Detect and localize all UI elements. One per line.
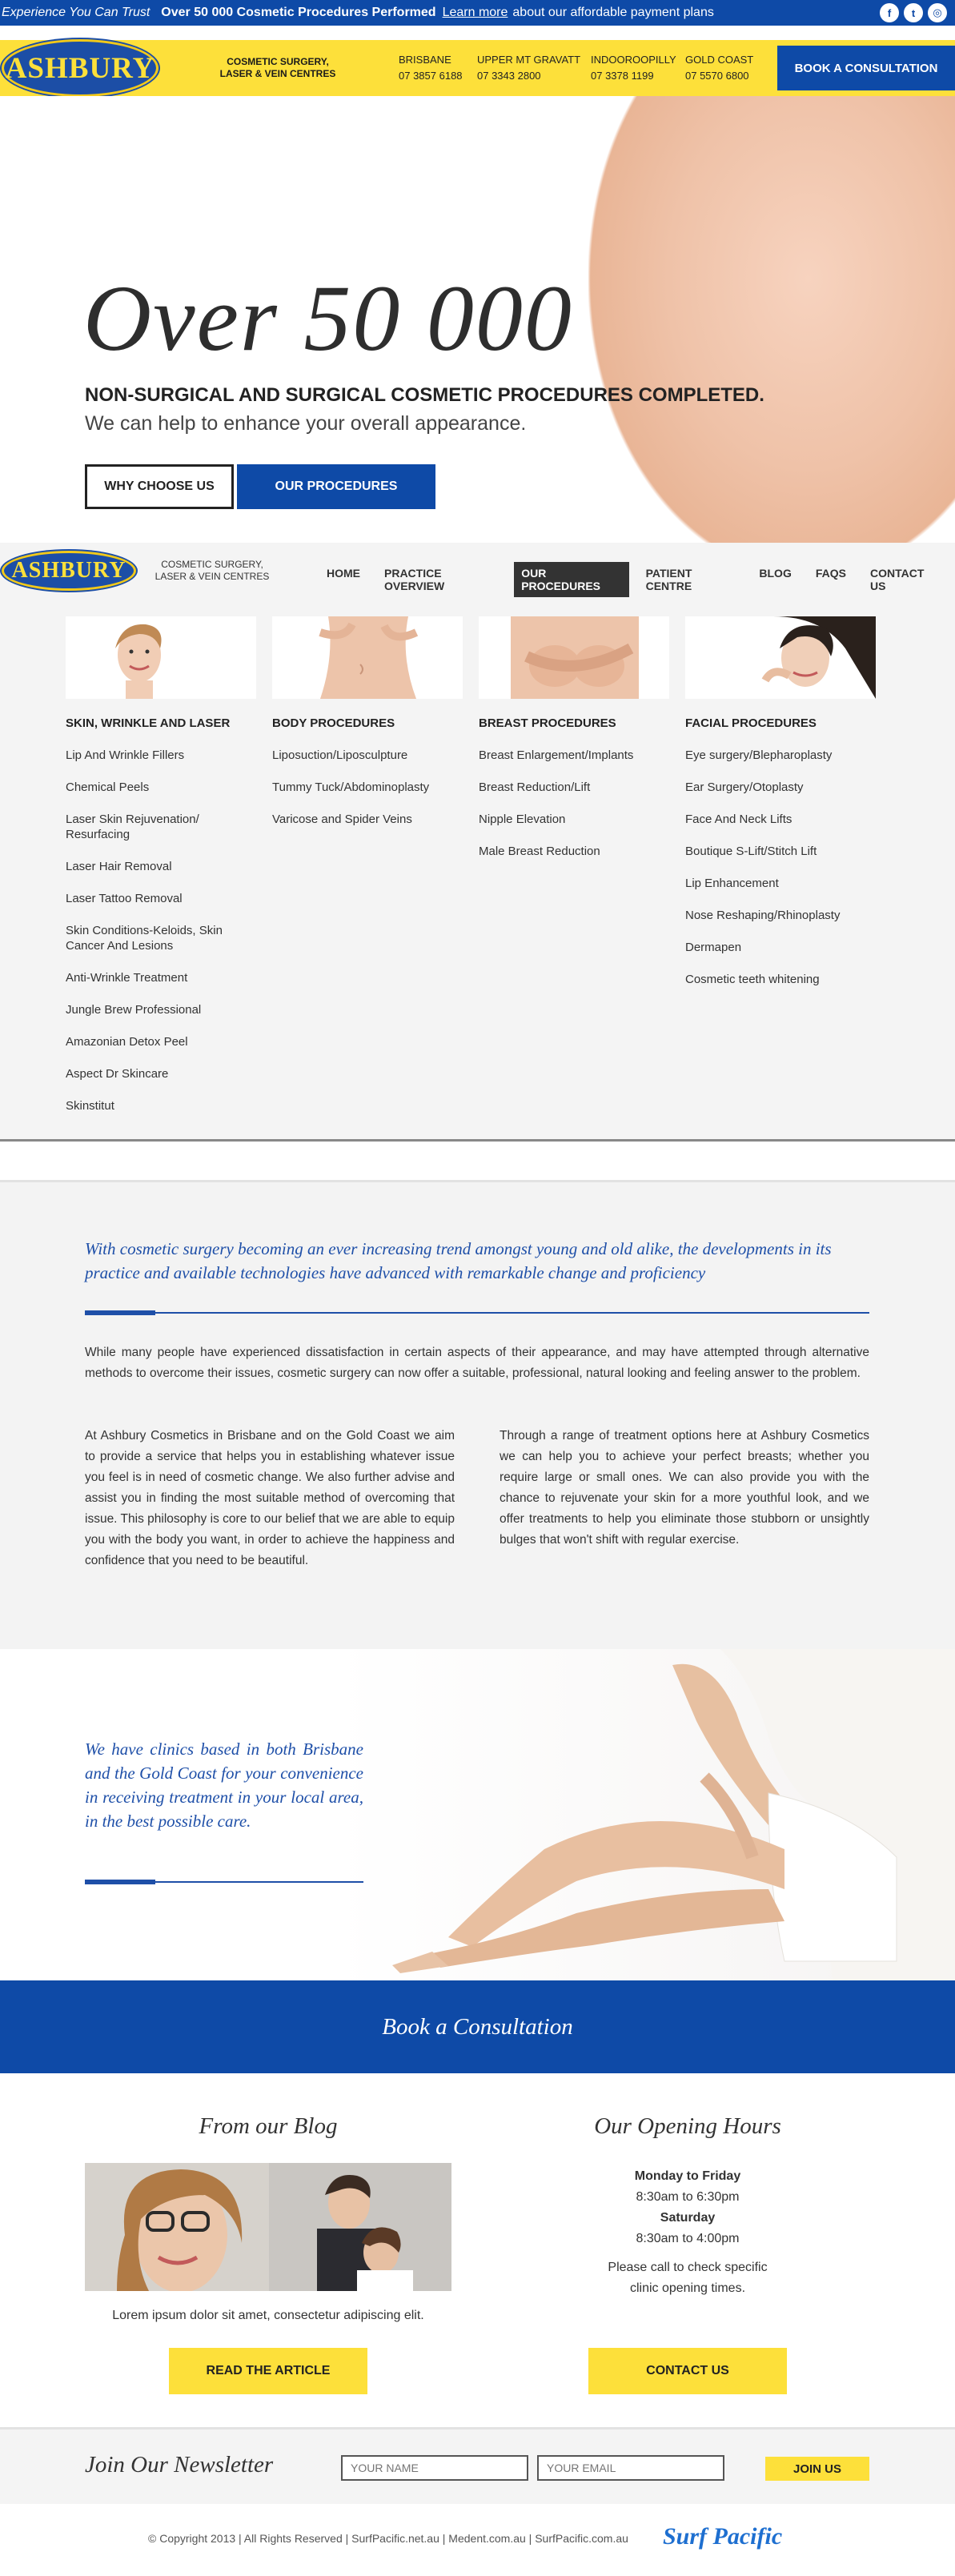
menu-link[interactable]: Face And Neck Lifts	[685, 813, 792, 826]
trust-text: Experience You Can Trust	[2, 6, 150, 19]
twitter-icon[interactable]: t	[904, 3, 923, 22]
learn-more-link[interactable]: Learn more	[442, 6, 508, 19]
menu-link[interactable]: Chemical Peels	[66, 780, 150, 794]
join-us-button[interactable]: JOIN US	[765, 2457, 869, 2481]
book-consultation-banner[interactable]: Book a Consultation	[0, 1980, 955, 2073]
column-title: FACIAL PROCEDURES	[685, 716, 817, 730]
location-phone[interactable]: 07 3378 1199	[591, 70, 654, 82]
menu-link[interactable]: Laser Hair Removal	[66, 860, 172, 873]
menu-column-skin	[66, 616, 256, 1130]
read-article-button[interactable]: READ THE ARTICLE	[169, 2348, 367, 2394]
menu-link[interactable]: Lip Enhancement	[685, 877, 779, 890]
menu-link[interactable]: Laser Tattoo Removal	[66, 892, 183, 905]
menu-link[interactable]: Aspect Dr Skincare	[66, 1067, 169, 1081]
location-upper-mt-gravatt	[477, 52, 580, 84]
logo-text: ASHBURY	[11, 558, 126, 583]
hero-subheadline: NON-SURGICAL AND SURGICAL COSMETIC PROCEDURES COMPLETED.	[85, 384, 764, 406]
column-title: BODY PROCEDURES	[272, 716, 395, 730]
main-navbar	[0, 543, 955, 599]
hero-headline: Over 50 000	[83, 266, 573, 371]
primary-nav	[319, 562, 955, 597]
book-consultation-button[interactable]: BOOK A CONSULTATION	[777, 46, 955, 90]
menu-link[interactable]: Skin Conditions-Keloids, Skin Cancer And Lesions	[66, 924, 223, 953]
breast-thumbnail[interactable]	[479, 616, 669, 699]
ashbury-logo[interactable]	[2, 39, 158, 97]
menu-link[interactable]: Dermapen	[685, 941, 742, 954]
intro-paragraph-2: At Ashbury Cosmetics in Brisbane and on the Gold Coast we aim to provide a service that helps you in establishing whatever issue you feel is in need of cosmetic change. We also further advise and assist you in finding the most suitable method of overcoming that issue. This philosophy is core to our belief that we are able to equip you with the body you want, in order to achieve the happiness and confidence that you need to be beautiful.	[85, 1429, 455, 1567]
newsletter-section	[0, 2427, 955, 2504]
location-indooroopilly	[591, 52, 676, 84]
menu-link[interactable]: Eye surgery/Blepharoplasty	[685, 748, 833, 762]
location-name: GOLD COAST	[685, 54, 754, 66]
contact-us-button[interactable]: CONTACT US	[588, 2348, 787, 2394]
location-phone[interactable]: 07 3343 2800	[477, 70, 541, 82]
nav-contact-us[interactable]: CONTACT US	[869, 567, 925, 592]
clinics-section	[0, 1649, 955, 1980]
why-choose-us-button[interactable]: WHY CHOOSE US	[85, 464, 234, 509]
location-name: BRISBANE	[399, 54, 451, 66]
hours-day: Saturday	[660, 2211, 716, 2225]
opening-hours-title: Our Opening Hours	[594, 2113, 781, 2139]
nav-our-procedures[interactable]: OUR PROCEDURES	[514, 562, 628, 597]
navbar-logo[interactable]	[2, 551, 136, 591]
divider	[85, 1312, 869, 1314]
location-phone[interactable]: 07 5570 6800	[685, 70, 749, 82]
hours-time: 8:30am to 6:30pm	[636, 2190, 740, 2204]
menu-link[interactable]: Ear Surgery/Otoplasty	[685, 780, 804, 794]
newsletter-name-input[interactable]	[341, 2455, 528, 2481]
hours-note: clinic opening times.	[629, 2281, 746, 2295]
menu-link[interactable]: Amazonian Detox Peel	[66, 1035, 188, 1049]
menu-link[interactable]: Nipple Elevation	[479, 813, 566, 826]
menu-link[interactable]: Lip And Wrinkle Fillers	[66, 748, 185, 762]
location-phone[interactable]: 07 3857 6188	[399, 70, 463, 82]
menu-link[interactable]: Laser Skin Rejuvenation/ Resurfacing	[66, 813, 199, 841]
tagline-line-1: COSMETIC SURGERY,	[227, 56, 329, 67]
menu-link[interactable]: Breast Enlargement/Implants	[479, 748, 634, 762]
location-brisbane	[399, 52, 463, 84]
menu-column-facial	[685, 616, 876, 1130]
blog-title: From our Blog	[199, 2113, 338, 2139]
menu-column-body	[272, 616, 463, 1130]
location-name: UPPER MT GRAVATT	[477, 54, 581, 66]
nav-patient-centre[interactable]: PATIENT CENTRE	[645, 567, 692, 592]
body-thumbnail[interactable]	[272, 616, 463, 699]
our-procedures-button[interactable]: OUR PROCEDURES	[237, 464, 435, 509]
column-title: SKIN, WRINKLE AND LASER	[66, 716, 231, 730]
procedures-headline: Over 50 000 Cosmetic Procedures Performed	[161, 6, 436, 19]
globe-icon[interactable]: ◎	[928, 3, 947, 22]
copyright-text: © Copyright 2013 | All Rights Reserved | SurfPacific.net.au | Medent.com.au | SurfPacific.com.au	[148, 2532, 628, 2545]
blog-excerpt: Lorem ipsum dolor sit amet, consectetur adipiscing elit.	[112, 2309, 424, 2322]
column-title: BREAST PROCEDURES	[479, 716, 616, 730]
menu-link[interactable]: Breast Reduction/Lift	[479, 780, 591, 794]
site-footer	[0, 2504, 955, 2576]
surf-pacific-logo[interactable]: Surf Pacific	[663, 2523, 783, 2550]
hero-model-image	[588, 96, 955, 543]
intro-paragraph-3: Through a range of treatment options here at Ashbury Cosmetics we can help you to achieve your perfect breasts; whether you require large or small ones. We can also provide you with the chance to rejuvenate your skin for a more youthful look, and we offer treatments to help you eliminate those stubborn or unsightly bulges that won't shift with regular exercise.	[500, 1429, 869, 1547]
intro-quote: With cosmetic surgery becoming an ever increasing trend amongst young and old alike, the developments in its practice and available technologies have advanced with remarkable change and proficiency	[85, 1239, 832, 1282]
payment-plans-text: about our affordable payment plans	[512, 6, 714, 19]
opening-hours	[501, 2166, 874, 2299]
menu-link[interactable]: Tummy Tuck/Abdominoplasty	[272, 780, 430, 794]
nav-home[interactable]: HOME	[327, 567, 360, 580]
intro-section	[0, 1180, 955, 1649]
menu-link[interactable]: Jungle Brew Professional	[66, 1003, 202, 1017]
logo-text: ASHBURY	[5, 51, 155, 85]
social-links	[880, 3, 947, 22]
location-gold-coast	[685, 52, 753, 84]
menu-link[interactable]: Boutique S-Lift/Stitch Lift	[685, 845, 817, 858]
menu-link[interactable]: Male Breast Reduction	[479, 845, 600, 858]
hours-day: Monday to Friday	[634, 2169, 741, 2183]
menu-link[interactable]: Liposuction/Liposculpture	[272, 748, 408, 762]
seated-model-image	[336, 1649, 955, 1980]
newsletter-title: Join Our Newsletter	[85, 2452, 274, 2478]
facebook-icon[interactable]: f	[880, 3, 899, 22]
header-tagline	[210, 56, 346, 80]
nav-faqs[interactable]: FAQS	[815, 567, 846, 580]
hero-section	[0, 96, 955, 543]
menu-link[interactable]: Skinstitut	[66, 1099, 114, 1113]
menu-link[interactable]: Anti-Wrinkle Treatment	[66, 971, 188, 985]
menu-link[interactable]: Cosmetic teeth whitening	[685, 973, 820, 986]
procedures-mega-menu	[0, 543, 955, 1142]
hours-time: 8:30am to 4:00pm	[636, 2232, 740, 2245]
divider	[85, 1881, 363, 1883]
facial-thumbnail[interactable]	[685, 616, 876, 699]
nav-practice-overview[interactable]: PRACTICE OVERVIEW	[384, 567, 445, 592]
tagline-line-2: LASER & VEIN CENTRES	[219, 68, 336, 79]
tagline-line-1: COSMETIC SURGERY,	[161, 559, 263, 570]
clinics-quote: We have clinics based in both Brisbane and the Gold Coast for your convenience in receiving treatment in your local area, in the best possible care.	[85, 1739, 363, 1831]
top-announcement-bar	[0, 0, 955, 26]
blog-image[interactable]	[85, 2163, 451, 2291]
navbar-tagline	[144, 559, 280, 583]
skin-thumbnail[interactable]	[66, 616, 256, 699]
menu-link[interactable]: Varicose and Spider Veins	[272, 813, 412, 826]
nav-blog[interactable]: BLOG	[759, 567, 792, 580]
tagline-line-2: LASER & VEIN CENTRES	[154, 571, 270, 582]
intro-paragraph-1: While many people have experienced dissatisfaction in certain aspects of their appearance, and may have attempted through alternative methods to overcome their issues, cosmetic surgery can now offer a suitable, professional, natural looking and feeling answer to the problem.	[85, 1346, 869, 1380]
menu-link[interactable]: Nose Reshaping/Rhinoplasty	[685, 909, 841, 922]
hours-note: Please call to check specific	[608, 2261, 768, 2274]
procedure-columns	[66, 616, 876, 1130]
menu-column-breast	[479, 616, 669, 1130]
location-name: INDOOROOPILLY	[591, 54, 676, 66]
newsletter-email-input[interactable]	[537, 2455, 724, 2481]
hero-lead: We can help to enhance your overall appearance.	[85, 412, 527, 435]
